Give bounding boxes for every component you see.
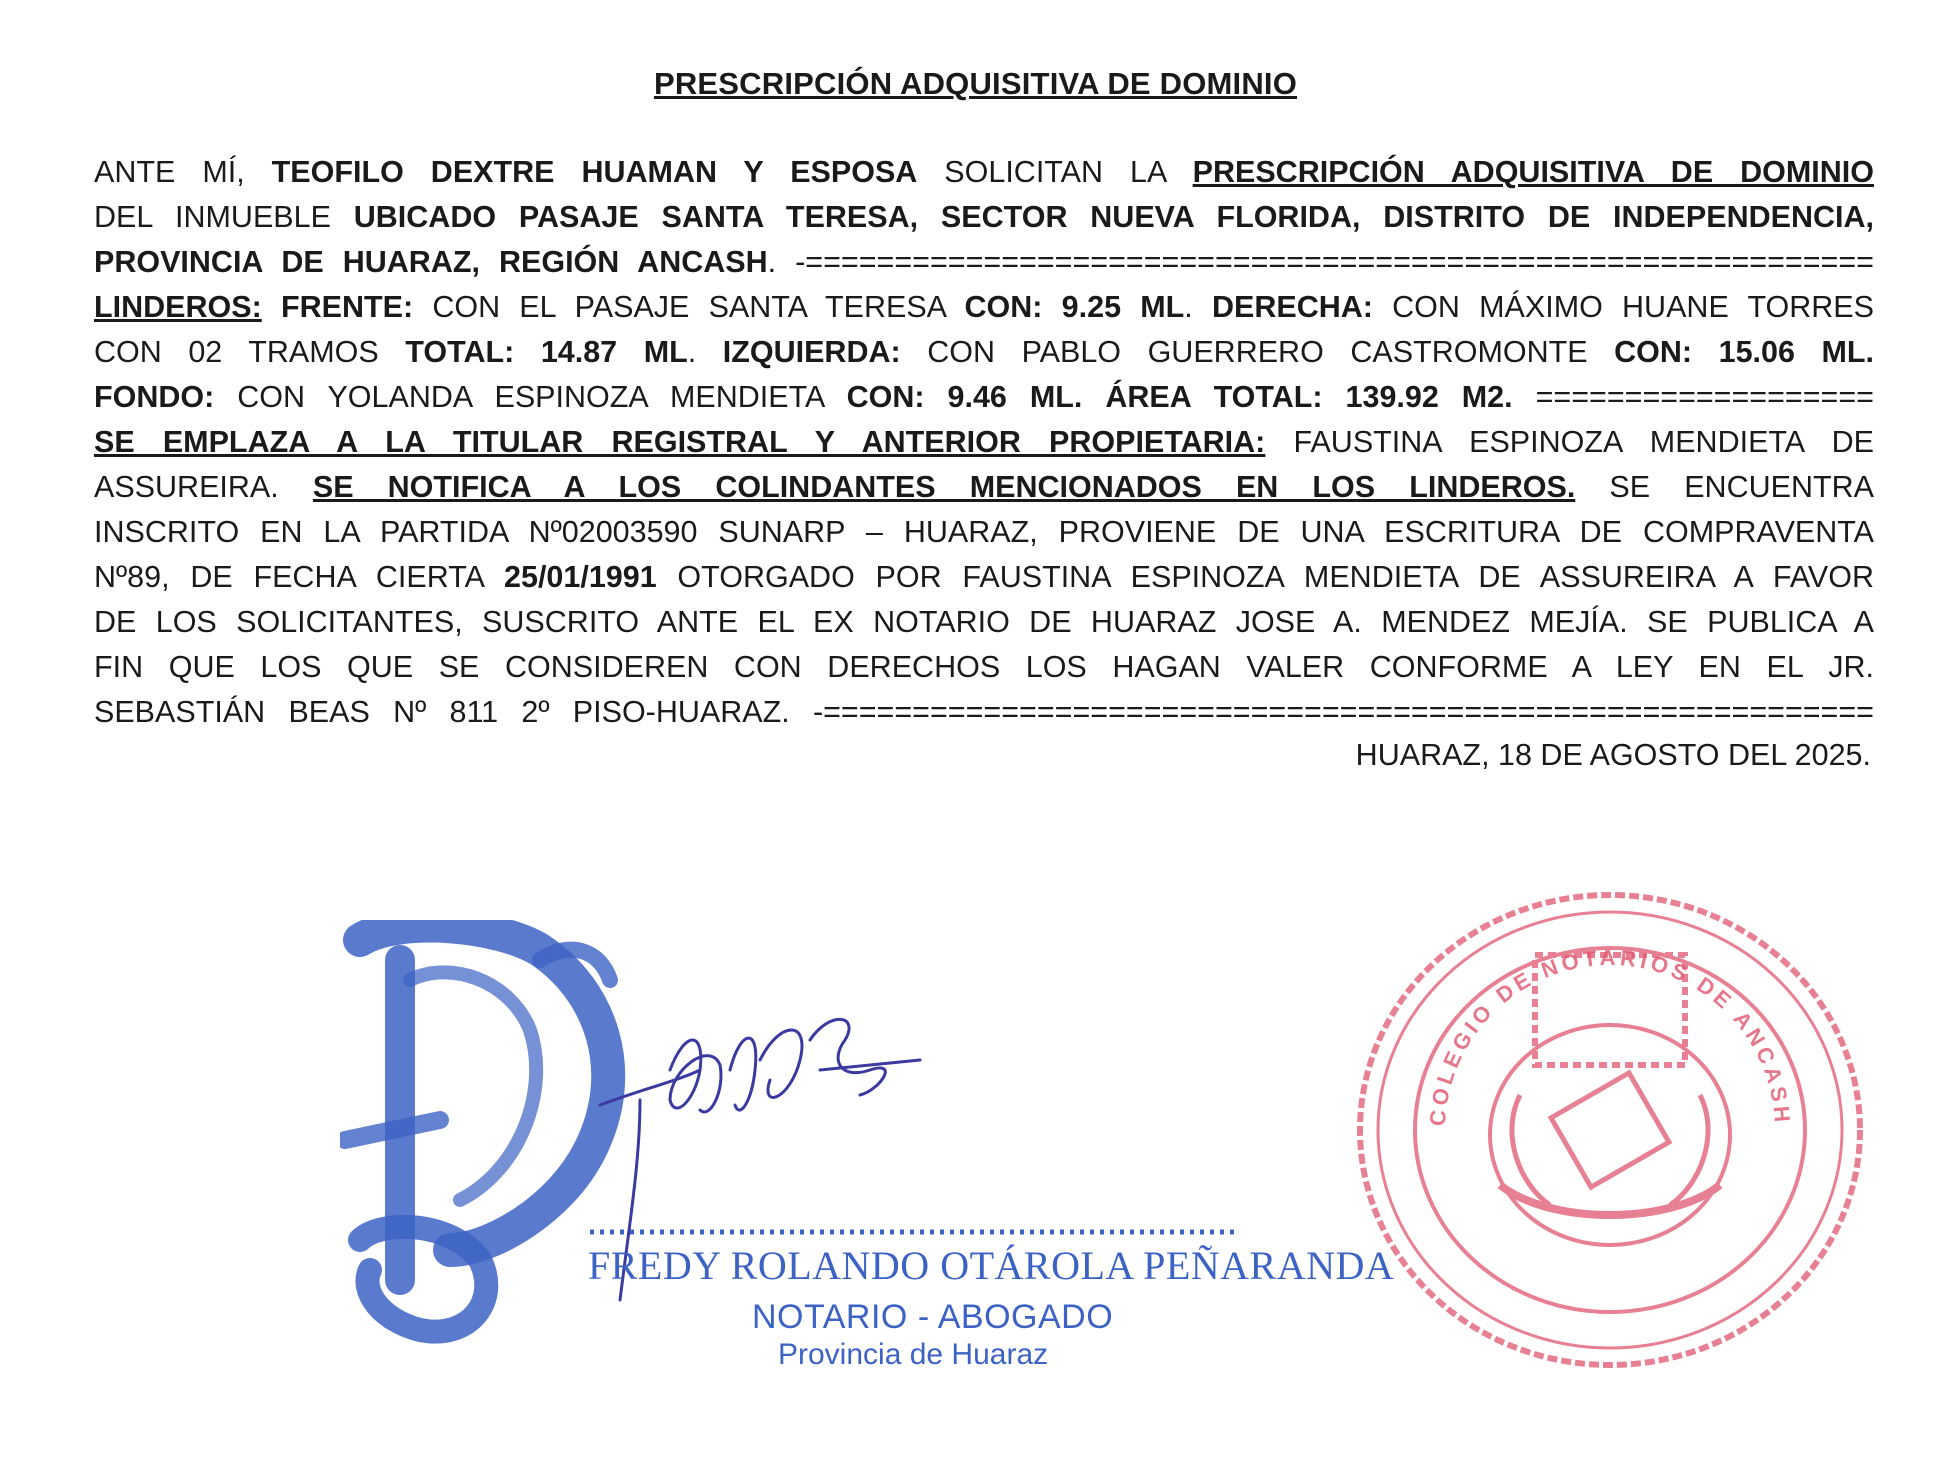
text-run: . -============================================================ bbox=[767, 245, 1874, 279]
text-run: FONDO: bbox=[94, 380, 215, 414]
seal-ring-text: COLEGIO DE NOTARIOS DE ANCASH bbox=[1424, 944, 1796, 1127]
text-run: FAUSTINA ESPINOZA MENDIETA DE bbox=[1265, 425, 1874, 459]
text-run bbox=[262, 290, 281, 324]
body-line bbox=[94, 420, 1874, 465]
text-run: PROVINCIA DE HUARAZ, REGIÓN ANCASH bbox=[94, 245, 768, 279]
notary-signature-block bbox=[340, 920, 1395, 1371]
text-run: SE ENCUENTRA bbox=[1575, 470, 1874, 504]
body-line bbox=[94, 690, 1874, 735]
text-run: IZQUIERDA: bbox=[722, 335, 901, 369]
body-line bbox=[94, 555, 1874, 600]
text-run: FIN QUE LOS QUE SE CONSIDEREN CON DERECHOS LOS HAGAN VALER CONFORME A LEY EN EL JR. bbox=[94, 650, 1874, 684]
text-run: =================== bbox=[1512, 380, 1874, 414]
text-run: PRESCRIPCIÓN ADQUISITIVA DE DOMINIO bbox=[1192, 155, 1874, 189]
text-run: . bbox=[1184, 290, 1212, 324]
body-line bbox=[94, 645, 1874, 690]
text-run: FRENTE: bbox=[280, 290, 414, 324]
text-run: CON PABLO GUERRERO CASTROMONTE bbox=[900, 335, 1615, 369]
text-run: . bbox=[687, 335, 723, 369]
body-line bbox=[94, 285, 1874, 330]
text-run: CON: 9.46 ML. ÁREA TOTAL: 139.92 M2. bbox=[846, 380, 1513, 414]
text-run: SE EMPLAZA A LA TITULAR REGISTRAL Y ANTERIOR PROPIETARIA: bbox=[94, 425, 1266, 459]
text-run: SE NOTIFICA A LOS COLINDANTES MENCIONADOS EN LOS LINDEROS. bbox=[312, 470, 1576, 504]
body-line bbox=[94, 510, 1874, 555]
svg-text:COLEGIO DE NOTARIOS DE ANCASH bbox=[1425, 945, 1795, 1127]
notary-seal bbox=[1350, 885, 1870, 1375]
body-line bbox=[94, 195, 1874, 240]
text-run: SEBASTIÁN BEAS Nº 811 2º PISO-HUARAZ. -=========================================================== bbox=[94, 695, 1874, 729]
text-run: INSCRITO EN LA PARTIDA Nº02003590 SUNARP – HUARAZ, PROVIENE DE UNA ESCRITURA DE COMPRAVENTA bbox=[94, 515, 1874, 549]
text-run: Nº89, DE FECHA CIERTA bbox=[94, 560, 505, 594]
seal-icon bbox=[1350, 885, 1870, 1375]
text-run: CON YOLANDA ESPINOZA MENDIETA bbox=[214, 380, 847, 414]
document-title: PRESCRIPCIÓN ADQUISITIVA DE DOMINIO bbox=[653, 66, 1298, 101]
text-run: DEL INMUEBLE bbox=[94, 200, 354, 234]
body-line bbox=[94, 600, 1874, 645]
text-run: CON MÁXIMO HUANE TORRES bbox=[1372, 290, 1874, 324]
text-run: 25/01/1991 bbox=[504, 560, 657, 594]
text-run: DERECHA: bbox=[1211, 290, 1373, 324]
text-run: UBICADO PASAJE SANTA TERESA, SECTOR NUEVA FLORIDA, DISTRITO DE INDEPENDENCIA, bbox=[353, 200, 1874, 234]
text-run: CON: 15.06 ML. bbox=[1614, 335, 1874, 369]
notary-name: FREDY ROLANDO OTÁROLA PEÑARANDA bbox=[588, 1243, 1395, 1288]
body-line bbox=[94, 465, 1874, 510]
body-line bbox=[94, 375, 1874, 420]
body-line bbox=[94, 240, 1874, 285]
text-run: TEOFILO DEXTRE HUAMAN Y ESPOSA bbox=[271, 155, 918, 189]
text-run: LINDEROS: bbox=[94, 290, 262, 324]
notary-title: NOTARIO - ABOGADO bbox=[752, 1298, 1114, 1336]
text-run: ASSUREIRA. bbox=[94, 470, 313, 504]
document-body bbox=[94, 150, 1874, 735]
text-run: TOTAL: 14.87 ML bbox=[405, 335, 688, 369]
text-run: CON: 9.25 ML bbox=[964, 290, 1185, 324]
text-run: CON 02 TRAMOS bbox=[94, 335, 406, 369]
text-run: OTORGADO POR FAUSTINA ESPINOZA MENDIETA DE ASSUREIRA A FAVOR bbox=[656, 560, 1874, 594]
body-line bbox=[94, 150, 1874, 195]
text-run: CON EL PASAJE SANTA TERESA bbox=[413, 290, 965, 324]
notary-province: Provincia de Huaraz bbox=[778, 1338, 1049, 1371]
text-run: DE LOS SOLICITANTES, SUSCRITO ANTE EL EX NOTARIO DE HUARAZ JOSE A. MENDEZ MEJÍA. SE PUBLICA A bbox=[94, 605, 1874, 639]
text-run: ANTE MÍ, bbox=[94, 155, 272, 189]
text-run: SOLICITAN LA bbox=[917, 155, 1193, 189]
date-line: HUARAZ, 18 DE AGOSTO DEL 2025. bbox=[1355, 738, 1871, 772]
body-line bbox=[94, 330, 1874, 375]
